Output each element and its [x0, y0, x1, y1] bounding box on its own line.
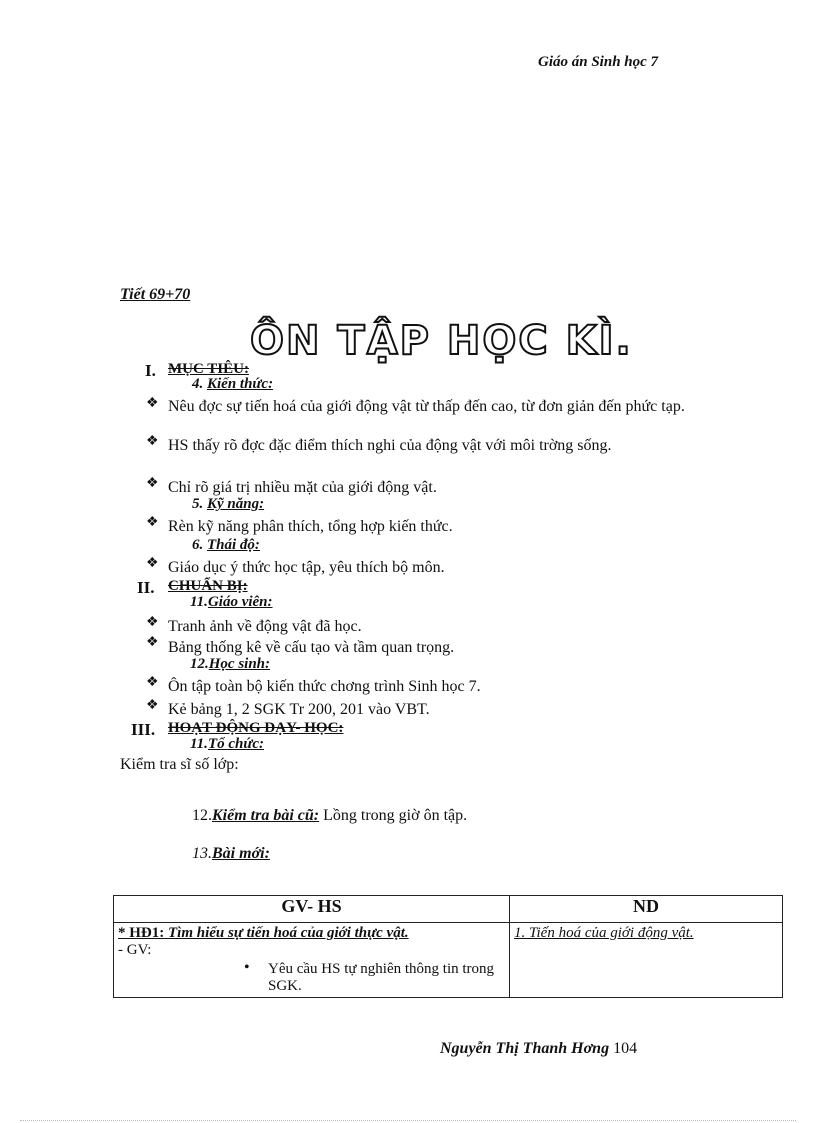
- hd1-heading: * HĐ1: Tìm hiểu sự tiến hoá của giới thực vật.: [118, 925, 409, 941]
- table-cell-activity: [114, 923, 510, 998]
- sub-attitude: 6. Thái độ:: [192, 537, 260, 553]
- bullet-text-8: Ôn tập toàn bộ kiến thức chơng trình Sinh học 7.: [168, 678, 481, 695]
- lesson-number: Tiết 69+70: [120, 286, 191, 303]
- list-item: [118, 959, 505, 995]
- section-3-title: HOẠT ĐỘNG DẠY- HỌC:: [168, 720, 344, 736]
- diamond-bullet-icon: ❖: [146, 396, 159, 411]
- page-bottom-divider: [20, 1120, 796, 1121]
- bullet-text-3: Chỉ rõ giá trị nhiều mặt của giới động vật.: [168, 479, 437, 496]
- section-2-title: CHUẨN BỊ:: [168, 578, 248, 594]
- sub-new-lesson: 13.Bài mới:: [192, 845, 270, 862]
- bullet-text-4: Rèn kỹ năng phân thích, tổng hợp kiến thức.: [168, 518, 453, 535]
- diamond-bullet-icon: ❖: [146, 698, 159, 713]
- sub-old-lesson-check: 12.Kiểm tra bài cũ: Lồng trong giờ ôn tập.: [192, 807, 468, 824]
- gv-bullet-text: Yêu cầu HS tự nghiên thông tin trong SGK.: [268, 961, 495, 994]
- content-heading-1: 1. Tiến hoá của giới động vật.: [514, 925, 694, 941]
- diamond-bullet-icon: ❖: [146, 476, 159, 491]
- sub-skills: 5. Kỹ năng:: [192, 496, 265, 512]
- diamond-bullet-icon: ❖: [146, 556, 159, 571]
- page-number: 104: [613, 1040, 638, 1057]
- diamond-bullet-icon: ❖: [146, 434, 159, 449]
- bullet-text-9: Kẻ bảng 1, 2 SGK Tr 200, 201 vào VBT.: [168, 701, 430, 718]
- table-cell-content: [510, 923, 783, 998]
- section-2-number: II.: [137, 578, 155, 597]
- gv-label: - GV:: [118, 942, 152, 958]
- sub-organization: 11.Tổ chức:: [190, 736, 264, 752]
- bullet-text-5: Giáo dục ý thức học tập, yêu thích bộ môn.: [168, 559, 445, 576]
- bullet-text-7: Bảng thống kê về cấu tạo và tầm quan trọng.: [168, 639, 455, 656]
- table-header-nd: ND: [510, 896, 783, 923]
- diamond-bullet-icon: ❖: [146, 675, 159, 690]
- bullet-text-6: Tranh ảnh về động vật đã học.: [168, 618, 362, 635]
- bullet-text-2: HS thấy rõ đợc đặc điểm thích nghi của động vật với môi trờng sống.: [168, 437, 612, 454]
- sub-teacher: 11.Giáo viên:: [190, 594, 273, 610]
- sub-student: 12.Học sinh:: [190, 656, 271, 672]
- section-1-title: MỤC TIÊU:: [168, 361, 249, 377]
- sub-knowledge: 4. Kiến thức:: [192, 376, 274, 392]
- page-title: ÔN TẬP HỌC KÌ.: [250, 318, 633, 364]
- class-check-text: Kiểm tra sĩ số lớp:: [120, 756, 239, 773]
- diamond-bullet-icon: ❖: [146, 635, 159, 650]
- diamond-bullet-icon: ❖: [146, 515, 159, 530]
- section-3-number: III.: [131, 720, 156, 739]
- section-1-number: I.: [145, 361, 156, 380]
- running-header: Giáo án Sinh học 7: [538, 54, 659, 70]
- bullet-text-1: Nêu đợc sự tiến hoá của giới động vật từ thấp đến cao, từ đơn giản đến phức tạp.: [168, 398, 685, 415]
- activity-table: [113, 895, 783, 998]
- bullet-dot-icon: •: [244, 959, 250, 976]
- author-name: Nguyễn Thị Thanh Hơng: [440, 1040, 610, 1057]
- table-header-gv-hs: GV- HS: [114, 896, 510, 923]
- footer: [440, 1040, 637, 1058]
- diamond-bullet-icon: ❖: [146, 615, 159, 630]
